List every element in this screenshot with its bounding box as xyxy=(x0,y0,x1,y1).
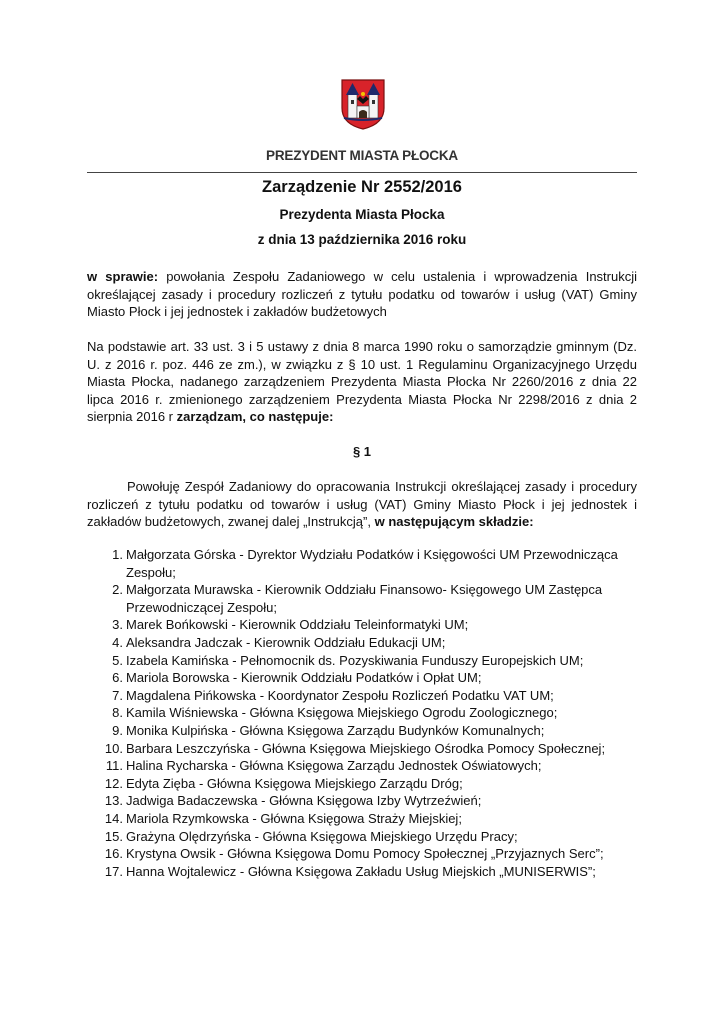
list-item-number: 17. xyxy=(104,863,123,879)
list-item xyxy=(87,546,647,581)
list-item-text: Aleksandra Jadczak - Kierownik Oddziału Edukacji UM; xyxy=(126,634,446,650)
list-item-number: 11. xyxy=(105,758,123,774)
subject-paragraph xyxy=(87,268,637,321)
list-item-text: Izabela Kamińska - Pełnomocnik ds. Pozyskiwania Funduszy Europejskich UM; xyxy=(126,652,584,668)
list-item xyxy=(87,845,647,863)
list-item-number: 1. xyxy=(112,547,123,562)
list-item xyxy=(87,740,647,758)
legal-basis-text: Na podstawie art. 33 ust. 3 i 5 ustawy z dnia 8 marca 1990 roku o samorządzie gminnym (Dz. U. z 2016 r. poz. 446 ze zm.), w związku z § 10 ust. 1 Regulaminu Organizacyjnego Urzędu Miasta Płocka, nadanego zarządzeniem Prezydenta Miasta Płocka Nr 2260/2016 z dnia 22 lipca 2016 r. zmienionego zarządzeniem Prezydenta Miasta Płocka Nr 2298/2016 z dnia 2 sierpnia 2016 r xyxy=(87,339,637,425)
document-date: z dnia 13 października 2016 roku xyxy=(257,232,467,247)
list-item-number: 10. xyxy=(104,740,123,756)
city-coat-of-arms-icon xyxy=(340,78,386,130)
list-item xyxy=(87,810,647,828)
list-item-number: 4. xyxy=(112,634,123,650)
list-item xyxy=(87,828,647,846)
subject-text: powołania Zespołu Zadaniowego w celu ustalenia i wprowadzenia Instrukcji określającej zasady i procedury rozliczeń z tytułu podatku od towarów i usług (VAT) Gminy Miasto Płock i jej jednostek i zakładów budżetowych xyxy=(87,269,637,320)
list-item-number: 3. xyxy=(112,617,123,633)
header-divider xyxy=(87,172,637,173)
section-paragraph xyxy=(87,478,637,531)
legal-basis-decree: zarządzam, co następuje: xyxy=(176,409,334,425)
list-item-number: 8. xyxy=(112,705,123,721)
list-item-text: Grażyna Olędrzyńska - Główna Księgowa Miejskiego Urzędu Pracy; xyxy=(126,828,518,844)
list-item xyxy=(87,722,647,740)
list-item-number: 6. xyxy=(112,670,123,686)
list-item xyxy=(87,652,647,670)
document-title: Zarządzenie Nr 2552/2016 xyxy=(262,178,462,196)
legal-basis-paragraph xyxy=(87,338,637,426)
list-item xyxy=(87,775,647,793)
list-item-text: Marek Bońkowski - Kierownik Oddziału Teleinformatyki UM; xyxy=(126,617,469,633)
list-item-number: 16. xyxy=(104,846,123,862)
list-item-number: 12. xyxy=(104,775,123,791)
list-item-text: Małgorzata Górska - Dyrektor Wydziału Podatków i Księgowości UM Przewodnicząca Zespołu; xyxy=(126,547,618,580)
section-text: Powołuję Zespół Zadaniowy do opracowania Instrukcji określającej zasady i procedury rozliczeń z tytułu podatku od towarów i usług (VAT) Gminy Miasto Płock i jej jednostek i zakładów budżetowych, zwanej dalej „Instrukcją”, xyxy=(87,479,637,530)
list-item-text: Hanna Wojtalewicz - Główna Księgowa Zakładu Usług Miejskich „MUNISERWIS”; xyxy=(126,863,596,879)
list-item-number: 15. xyxy=(104,828,123,844)
list-item xyxy=(87,757,647,775)
section-emphasis: w następującym składzie: xyxy=(374,514,534,530)
section-heading: § 1 xyxy=(352,444,372,459)
list-item-number: 14. xyxy=(104,810,123,826)
list-item-text: Mariola Rzymkowska - Główna Księgowa Straży Miejskiej; xyxy=(126,810,462,826)
list-item-text: Barbara Leszczyńska - Główna Księgowa Miejskiego Ośrodka Pomocy Społecznej; xyxy=(126,740,606,756)
list-item xyxy=(87,634,647,652)
list-item xyxy=(87,616,647,634)
list-item-text: Kamila Wiśniewska - Główna Księgowa Miejskiego Ogrodu Zoologicznego; xyxy=(126,705,558,721)
office-header: PREZYDENT MIASTA PŁOCKA xyxy=(266,148,458,163)
list-item-text: Halina Rycharska - Główna Księgowa Zarządu Jednostek Oświatowych; xyxy=(126,758,542,774)
list-item-text: Krystyna Owsik - Główna Księgowa Domu Pomocy Społecznej „Przyjaznych Serc”; xyxy=(126,846,604,862)
list-item-number: 5. xyxy=(112,652,123,668)
list-item-text: Monika Kulpińska - Główna Księgowa Zarządu Budynków Komunalnych; xyxy=(126,722,545,738)
list-item xyxy=(87,669,647,687)
list-item xyxy=(87,581,647,616)
list-item-text: Magdalena Pińkowska - Koordynator Zespołu Rozliczeń Podatku VAT UM; xyxy=(126,687,554,703)
list-item-text: Jadwiga Badaczewska - Główna Księgowa Izby Wytrzeźwień; xyxy=(126,793,482,809)
list-item xyxy=(87,792,647,810)
list-item-number: 13. xyxy=(104,793,123,809)
member-list xyxy=(87,546,647,880)
list-item-text: Edyta Zięba - Główna Księgowa Miejskiego Zarządu Dróg; xyxy=(126,775,463,791)
list-item-text: Mariola Borowska - Kierownik Oddziału Podatków i Opłat UM; xyxy=(126,670,482,686)
document-subtitle: Prezydenta Miasta Płocka xyxy=(279,207,445,222)
list-item xyxy=(87,704,647,722)
list-item-number: 9. xyxy=(112,722,123,738)
list-item-number: 7. xyxy=(112,687,123,703)
list-item xyxy=(87,863,647,881)
list-item xyxy=(87,687,647,705)
list-item-text: Małgorzata Murawska - Kierownik Oddziału Finansowo- Księgowego UM Zastępca Przewodniczącej Zespołu; xyxy=(126,582,603,615)
subject-label: w sprawie: xyxy=(87,269,159,284)
list-item-number: 2. xyxy=(112,582,123,598)
